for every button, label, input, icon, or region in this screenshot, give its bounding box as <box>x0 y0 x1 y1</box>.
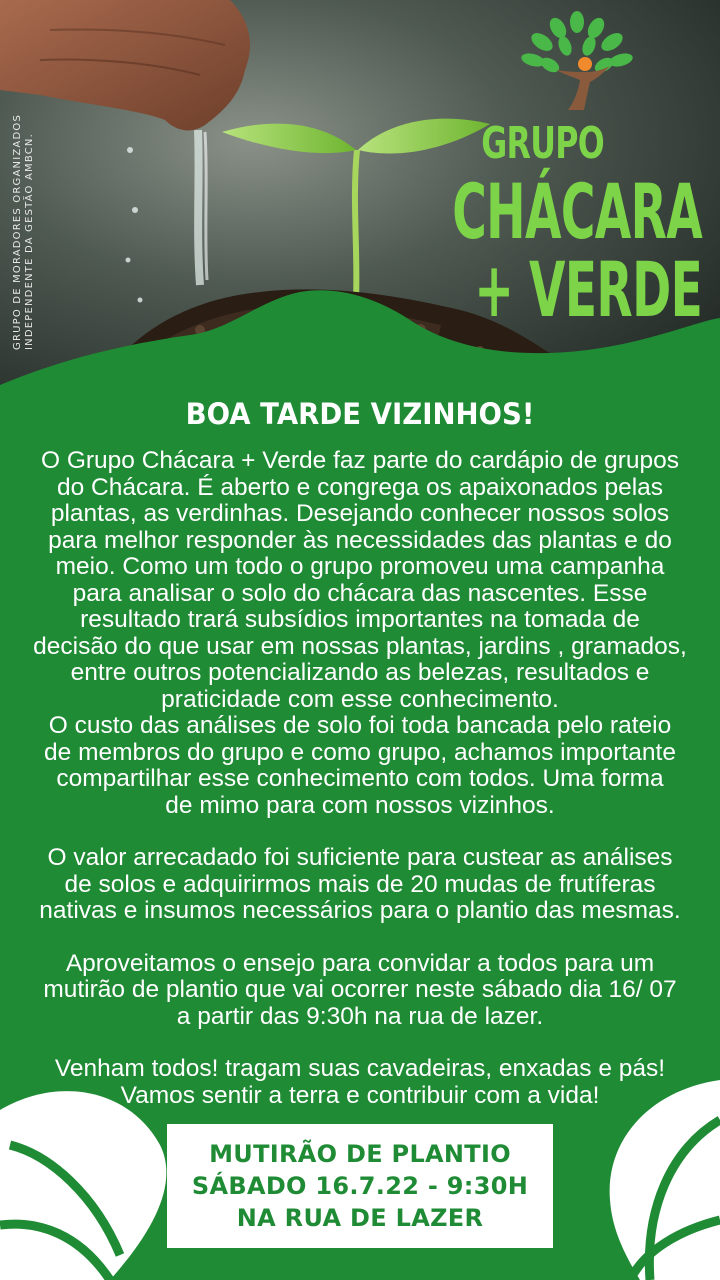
body-text <box>30 448 690 1109</box>
p2-line: O custo das análises de solo foi toda bancada pelo rateio <box>48 712 672 739</box>
p1-line: meio. Como um todo o grupo promoveu uma campanha <box>55 553 665 580</box>
brand-line-3: + VERDE <box>474 245 702 334</box>
paragraph-3 <box>30 845 690 925</box>
side-caption-line-1: GRUPO DE MORADORES ORGANIZADOS <box>12 114 23 350</box>
event-line-3: NA RUA DE LAZER <box>236 1204 484 1232</box>
p2-line: de membros do grupo e como grupo, achamos importante <box>44 738 676 766</box>
event-callout <box>167 1124 553 1248</box>
paragraph-4 <box>30 951 690 1031</box>
p1-line: do Chácara. É aberto e congrega os apaixonados pelas <box>56 473 664 501</box>
paragraph-2 <box>30 713 690 819</box>
brand-line-2: CHÁCARA <box>452 167 702 256</box>
p1-line: entre outros potencializando as belezas, resultados e <box>70 659 650 686</box>
p4-line: Aproveitamos o ensejo para convidar a todos para um <box>65 949 655 977</box>
event-line-1: MUTIRÃO DE PLANTIO <box>209 1140 511 1168</box>
p1-line: plantas, as verdinhas. Desejando conhecer nossos solos <box>50 500 670 527</box>
leaf-left-icon <box>0 1075 170 1280</box>
p1-line: para analisar o solo do chácara das nascentes. Esse <box>72 579 648 607</box>
p3-line: O valor arrecadado foi suficiente para custear as análises <box>47 844 673 871</box>
side-caption-line-2: INDEPENDENTE DA GESTÃO AMBCN. <box>24 133 35 350</box>
p5-line: Vamos sentir a terra e contribuir com a vida! <box>120 1081 600 1109</box>
brand-line-1: GRUPO <box>481 118 604 169</box>
p2-line: compartilhar esse conhecimento com todos. Uma forma <box>56 765 664 792</box>
p1-line: para melhor responder às necessidades das plantas e do <box>48 526 672 554</box>
headline: BOA TARDE VIZINHOS! <box>185 397 535 431</box>
tree-person-logo-icon <box>518 10 636 115</box>
p2-line: de mimo para com nossos vizinhos. <box>165 791 555 819</box>
leaf-right-icon <box>550 1080 720 1280</box>
p5-line: Venham todos! tragam suas cavadeiras, enxadas e pás! <box>54 1055 666 1082</box>
brand-title <box>299 118 702 334</box>
p4-line: mutirão de plantio que vai ocorrer neste sábado dia 16/ 07 <box>43 976 677 1003</box>
p1-line: decisão do que usar em nossas plantas, jardins , gramados, <box>33 632 687 660</box>
p1-line: O Grupo Chácara + Verde faz parte do cardápio de grupos <box>40 447 680 474</box>
paragraph-1 <box>30 448 690 713</box>
p4-line: a partir das 9:30h na rua de lazer. <box>176 1002 544 1030</box>
side-caption <box>12 50 36 350</box>
p3-line: de solos e adquirirmos mais de 20 mudas de frutíferas <box>64 870 656 898</box>
event-line-2: SÁBADO 16.7.22 - 9:30H <box>191 1172 529 1200</box>
p3-line: nativas e insumos necessários para o plantio das mesmas. <box>39 897 681 924</box>
p1-line: resultado trará subsídios importantes na tomada de <box>80 606 640 633</box>
p1-line: praticidade com esse conhecimento. <box>161 685 559 713</box>
